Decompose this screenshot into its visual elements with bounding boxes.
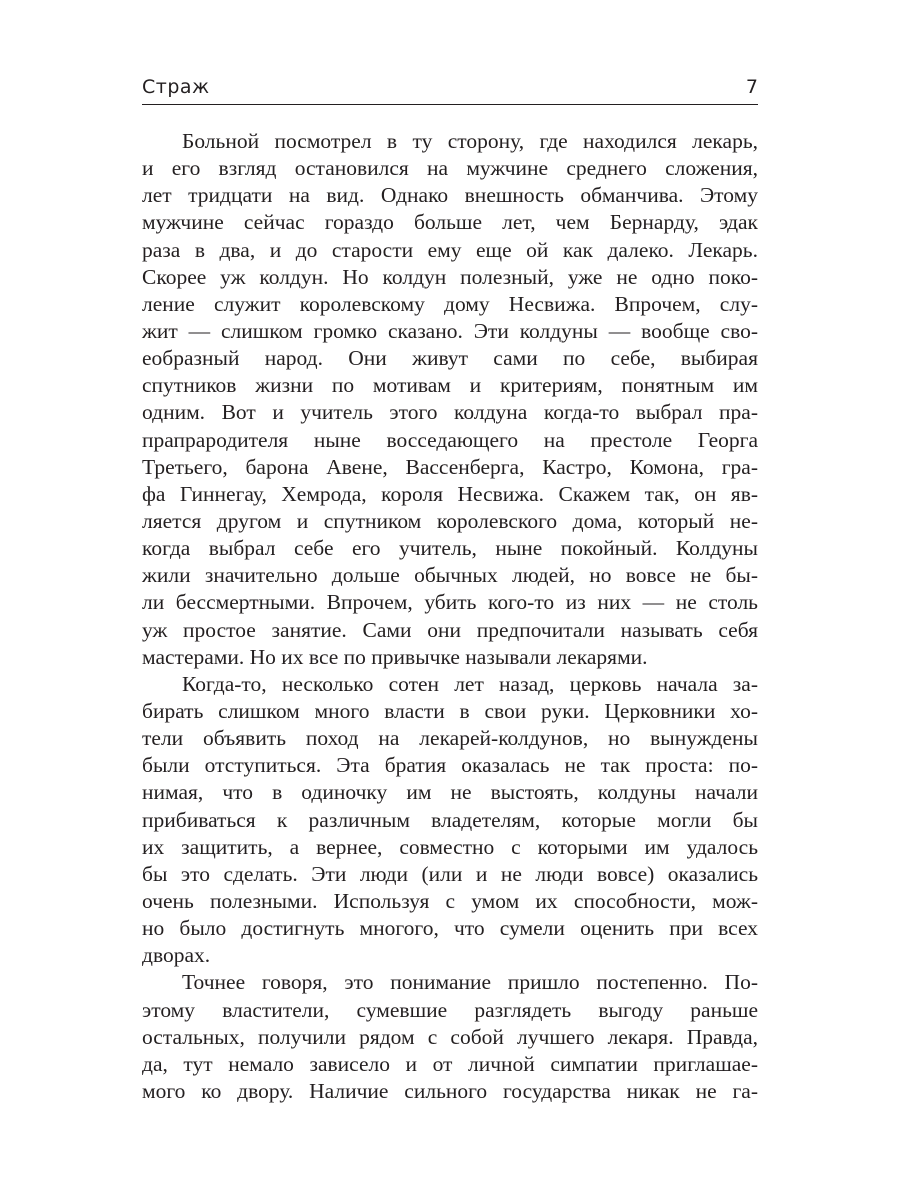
body-text (142, 128, 758, 1105)
paragraph-1 (142, 128, 758, 671)
text-line: уж простое занятие. Сами они предпочитали называть себя (142, 617, 758, 642)
page-number: 7 (745, 76, 758, 98)
text-line: этому властители, сумевшие разглядеть выгоду раньше (142, 997, 758, 1022)
text-line: остальных, получили рядом с собой лучшего лекаря. Правда, (142, 1024, 758, 1049)
text-line: Точнее говоря, это понимание пришло постепенно. По- (182, 970, 758, 995)
text-line: Когда-то, несколько сотен лет назад, церковь начала за- (182, 671, 758, 696)
running-title: Страж (142, 76, 210, 98)
paragraph-3 (142, 969, 758, 1105)
text-line: когда выбрал себе его учитель, ныне покойный. Колдуны (142, 536, 758, 561)
text-line: еобразный народ. Они живут сами по себе, выбирая (142, 346, 758, 371)
text-line: Скорее уж колдун. Но колдун полезный, уже не одно поко- (142, 264, 758, 289)
text-line: и его взгляд остановился на мужчине среднего сложения, (142, 156, 758, 181)
text-line: Больной посмотрел в ту сторону, где находился лекарь, (182, 129, 758, 153)
text-line: мужчине сейчас гораздо больше лет, чем Бернарду, эдак (142, 210, 758, 235)
text-line: мастерами. Но их все по привычке называли лекарями. (142, 644, 648, 669)
text-line: спутников жизни по мотивам и критериям, понятным им (142, 373, 758, 398)
text-line: дворах. (142, 943, 211, 968)
running-head (142, 74, 758, 102)
text-line: ляется другом и спутником королевского дома, который не- (142, 508, 758, 533)
text-line: нимая, что в одиночку им не выстоять, колдуны начали (142, 780, 758, 805)
text-line: Третьего, барона Авене, Вассенберга, Кастро, Комона, гра- (142, 454, 758, 479)
text-line: лет тридцати на вид. Однако внешность обманчива. Этому (142, 183, 758, 208)
text-line: их защитить, а вернее, совместно с которыми им удалось (142, 834, 758, 859)
text-line: прапрародителя ныне восседающего на престоле Георга (142, 427, 758, 452)
text-line: фа Гиннегау, Хемрода, короля Несвижа. Скажем так, он яв- (142, 481, 758, 506)
text-line: бирать слишком много власти в свои руки. Церковники хо- (142, 698, 758, 723)
text-line: тели объявить поход на лекарей-колдунов, но вынуждены (142, 726, 758, 751)
text-line: мого ко двору. Наличие сильного государства никак не га- (142, 1078, 758, 1103)
paragraph-2 (142, 671, 758, 970)
text-line: но было достигнуть многого, что сумели оценить при всех (142, 916, 758, 941)
text-line: жит — слишком громко сказано. Эти колдуны — вообще сво- (142, 318, 758, 343)
text-line: одним. Вот и учитель этого колдуна когда-то выбрал пра- (142, 400, 758, 425)
text-line: очень полезными. Используя с умом их способности, мож- (142, 888, 758, 913)
text-line: были отступиться. Эта братия оказалась не так проста: по- (142, 753, 758, 778)
header-rule (142, 104, 758, 105)
text-line: да, тут немало зависело и от личной симпатии приглашае- (142, 1051, 758, 1076)
text-line: ли бессмертными. Впрочем, убить кого-то из них — не столь (142, 590, 758, 615)
text-line: ление служит королевскому дому Несвижа. Впрочем, слу- (142, 291, 758, 316)
text-line: прибиваться к различным владетелям, которые могли бы (142, 807, 758, 832)
text-line: раза в два, и до старости ему еще ой как далеко. Лекарь. (142, 237, 758, 262)
text-line: бы это сделать. Эти люди (или и не люди вовсе) оказались (142, 861, 758, 886)
text-line: жили значительно дольше обычных людей, но вовсе не бы- (142, 563, 758, 588)
